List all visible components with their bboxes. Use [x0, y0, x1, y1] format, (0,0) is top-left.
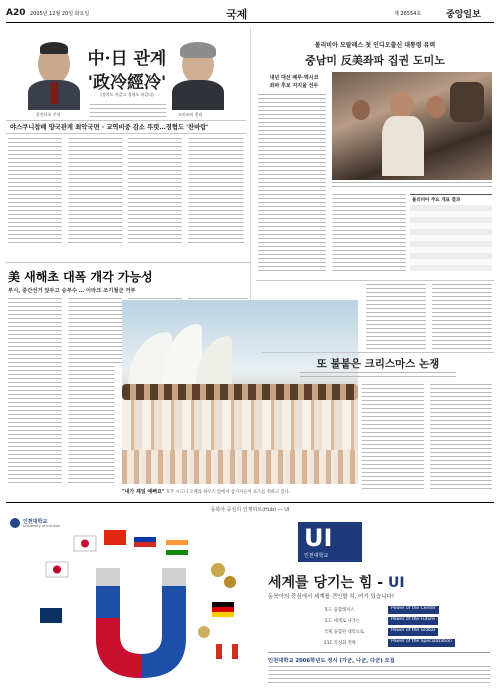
power-label-3: 국제 융합된 대학으로 [324, 630, 365, 635]
china-subhead-main: 야스쿠니참배 양국관계 최악국면 · 교역비중 감소 뚜렷… [10, 124, 166, 131]
china-body-col-2 [68, 138, 122, 246]
power-value-1: Power of the Center [388, 606, 439, 614]
bolivia-table-title: 볼리비아 주요 개표 결과 [412, 198, 461, 203]
opera-caption-text: 호주 시드니 오페라 하우스 앞에서 참가자들이 포즈를 취하고 있다. [165, 490, 291, 495]
caption-right-portrait: 고이즈미 총리 [178, 112, 203, 117]
china-japan-title-line2: '政冷經冷' [87, 73, 167, 93]
coin-icon [198, 626, 210, 638]
ad-uni-name-en: University of Incheon [23, 524, 61, 528]
university-ad[interactable] [6, 516, 494, 688]
ad-headline-main: 세계를 당기는 힘 - [268, 575, 388, 591]
portrait-right [172, 42, 224, 110]
ad-admission-details [268, 666, 490, 684]
ad-uni-name: 인천대학교 [23, 519, 48, 525]
china-japan-title-sub: (정치도 차갑고 경제도 차갑다) [100, 92, 154, 97]
bolivia-body-col-2 [332, 194, 406, 274]
christmas-title: 또 불붙은 크리스마스 논쟁 [316, 358, 440, 370]
china-body-col-4 [188, 138, 244, 246]
bolivia-story [256, 28, 494, 276]
coin-icon [224, 576, 236, 588]
christmas-body-col-1 [362, 384, 424, 492]
bolivia-subhead-2: 좌파 후보 지지율 선두 [269, 83, 319, 89]
power-value-3: Power of the Global [388, 628, 438, 636]
opera-photo-caption [122, 488, 358, 498]
power-row-2 [324, 617, 490, 625]
china-japan-story [6, 28, 246, 258]
flag-icon [40, 608, 62, 623]
bolivia-title: 중남미 反美좌파 집권 도미노 [305, 54, 445, 67]
coin-icon [211, 563, 225, 577]
us-cabinet-title: 美 새해초 대폭 개각 가능성 [8, 270, 153, 284]
opera-house-photo [122, 300, 358, 484]
power-row-1 [324, 606, 490, 614]
us-body-col-2 [68, 298, 122, 364]
ad-subheadline: 동북아의 중심에서 세계를 견인할 치, 여기 있습니다! [268, 594, 395, 600]
us-body-col-6 [68, 366, 114, 486]
section-title: 국제 [226, 8, 248, 21]
us-body-col-1 [8, 298, 62, 364]
china-japan-subhead [10, 122, 246, 132]
power-value-2: Power of the Future [388, 617, 438, 625]
caption-left-portrait: 후진타오 주석 [36, 112, 61, 117]
ui-logo [298, 522, 362, 562]
masthead [6, 6, 494, 22]
power-label-2: 호도 세계로 나가는 [324, 619, 360, 624]
bolivia-subhead-1: 내년 대선 페루·멕시코 [269, 75, 319, 81]
bolivia-kicker: 볼리비아 모랄레스 첫 인디오출신 대통령 유력 [314, 42, 436, 49]
issue-date: 2005년 12월 20일 화요일 [30, 11, 90, 17]
power-row-3 [324, 628, 490, 636]
power-row-4 [324, 639, 490, 647]
ad-headline-accent: UI [387, 575, 405, 591]
china-body-col-3 [128, 138, 182, 246]
ui-logo-letters: UI [304, 524, 333, 552]
us-cabinet-subhead: 부시, 중간선거 앞두고 승부수 … 이라크 조기철군 거부 [8, 288, 136, 294]
edition-number: 제 26554호 [394, 11, 422, 17]
page-number: A20 [6, 8, 26, 18]
opera-caption-title: "내가 제일 예뻐요" [122, 489, 165, 495]
ad-headline [268, 572, 488, 592]
power-value-4: Power of the Specialization [388, 639, 455, 647]
newspaper-name: 중앙일보 [446, 10, 481, 20]
bolivia-photo-caption [332, 182, 492, 190]
christmas-body-col-2 [430, 384, 492, 492]
china-subhead-accent: 경협도 '찬바람' [165, 124, 209, 131]
power-label-1: 호도 융합레저스 [324, 608, 355, 613]
masthead-rule [6, 22, 494, 23]
china-japan-title-line1: 中·日 관계 [87, 49, 167, 69]
magnet-illustration [26, 528, 266, 686]
bolivia-body-col-4 [432, 284, 492, 350]
portrait-left [28, 42, 80, 110]
ad-top-line: 동북아 중심의 인재허브(Hub) — UI [210, 507, 290, 513]
bolivia-results-table [410, 194, 492, 275]
christmas-subhead [300, 372, 456, 378]
us-body-col-5 [8, 366, 62, 486]
bolivia-body-col-1 [258, 94, 326, 274]
bolivia-photo [332, 72, 492, 180]
flag-icon [104, 530, 126, 545]
ad-admission-title: 인천대학교 2006학년도 정시 (가군, 나군, 다군) 모집 [268, 658, 395, 664]
china-body-col-1 [8, 138, 62, 246]
ui-logo-caption: 인천대학교 [304, 553, 329, 559]
university-seal-icon [10, 518, 20, 528]
bolivia-body-col-3 [366, 284, 426, 350]
power-label-4: 21C 특성화 전략 [324, 641, 356, 646]
